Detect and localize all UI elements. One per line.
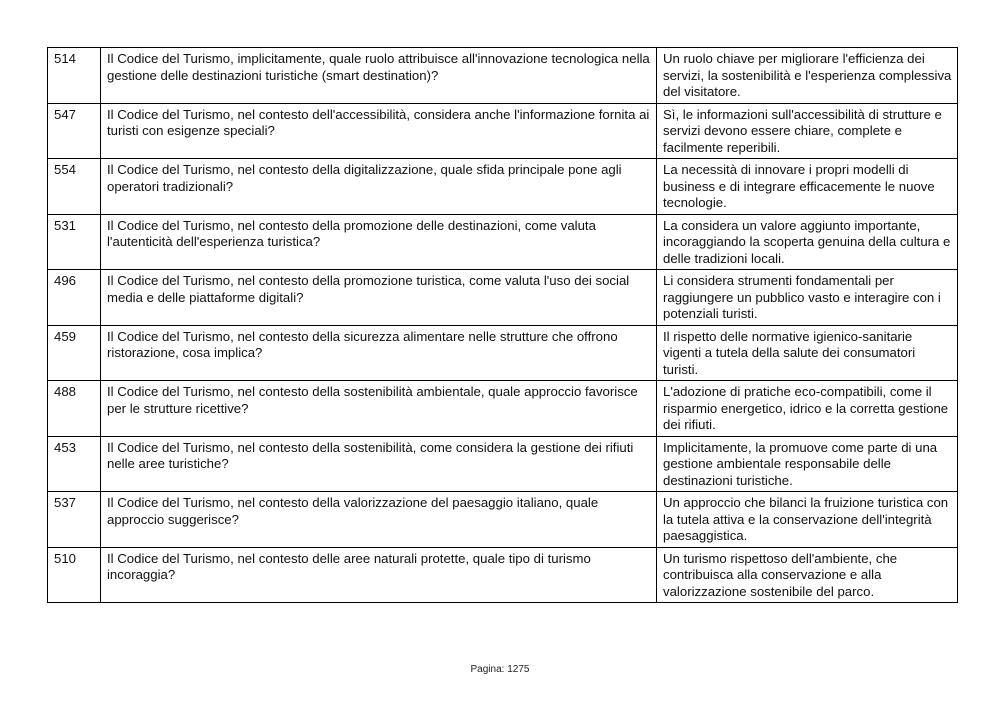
table-row xyxy=(48,547,958,603)
answer-text: La considera un valore aggiunto importante, incoraggiando la scoperta genuina della cultura e delle tradizioni locali. xyxy=(657,214,958,270)
page-number: Pagina: 1275 xyxy=(470,664,530,675)
table-row xyxy=(48,48,958,104)
question-text: Il Codice del Turismo, nel contesto della sicurezza alimentare nelle strutture che offrono ristorazione, cosa implica? xyxy=(101,325,657,381)
answer-text: Un turismo rispettoso dell'ambiente, che contribuisca alla conservazione e alla valorizzazione sostenibile del parco. xyxy=(657,547,958,603)
question-text: Il Codice del Turismo, nel contesto dell'accessibilità, considera anche l'informazione fornita ai turisti con esigenze speciali? xyxy=(101,103,657,159)
question-id: 453 xyxy=(48,436,101,492)
question-id: 459 xyxy=(48,325,101,381)
question-text: Il Codice del Turismo, implicitamente, quale ruolo attribuisce all'innovazione tecnologica nella gestione delle destinazioni turistiche (smart destination)? xyxy=(101,48,657,104)
table-row xyxy=(48,270,958,326)
question-text: Il Codice del Turismo, nel contesto delle aree naturali protette, quale tipo di turismo incoraggia? xyxy=(101,547,657,603)
table-row xyxy=(48,436,958,492)
table-row xyxy=(48,381,958,437)
question-id: 510 xyxy=(48,547,101,603)
question-id: 488 xyxy=(48,381,101,437)
table-row xyxy=(48,103,958,159)
question-id: 547 xyxy=(48,103,101,159)
question-id: 537 xyxy=(48,492,101,548)
question-id: 554 xyxy=(48,159,101,215)
question-text: Il Codice del Turismo, nel contesto della promozione delle destinazioni, come valuta l'autenticità dell'esperienza turistica? xyxy=(101,214,657,270)
question-id: 496 xyxy=(48,270,101,326)
table-row xyxy=(48,492,958,548)
table-row xyxy=(48,159,958,215)
question-id: 531 xyxy=(48,214,101,270)
qa-table-body xyxy=(48,48,958,603)
answer-text: La necessità di innovare i propri modelli di business e di integrare efficacemente le nuove tecnologie. xyxy=(657,159,958,215)
answer-text: Un ruolo chiave per migliorare l'efficienza dei servizi, la sostenibilità e l'esperienza complessiva del visitatore. xyxy=(657,48,958,104)
question-text: Il Codice del Turismo, nel contesto della sostenibilità ambientale, quale approccio favorisce per le strutture ricettive? xyxy=(101,381,657,437)
question-text: Il Codice del Turismo, nel contesto della digitalizzazione, quale sfida principale pone agli operatori tradizionali? xyxy=(101,159,657,215)
table-row xyxy=(48,325,958,381)
question-text: Il Codice del Turismo, nel contesto della sostenibilità, come considera la gestione dei rifiuti nelle aree turistiche? xyxy=(101,436,657,492)
answer-text: L'adozione di pratiche eco-compatibili, come il risparmio energetico, idrico e la corretta gestione dei rifiuti. xyxy=(657,381,958,437)
answer-text: Implicitamente, la promuove come parte di una gestione ambientale responsabile delle destinazioni turistiche. xyxy=(657,436,958,492)
answer-text: Li considera strumenti fondamentali per raggiungere un pubblico vasto e interagire con i potenziali turisti. xyxy=(657,270,958,326)
table-row xyxy=(48,214,958,270)
answer-text: Sì, le informazioni sull'accessibilità di strutture e servizi devono essere chiare, complete e facilmente reperibili. xyxy=(657,103,958,159)
question-text: Il Codice del Turismo, nel contesto della promozione turistica, come valuta l'uso dei social media e delle piattaforme digitali? xyxy=(101,270,657,326)
answer-text: Il rispetto delle normative igienico-sanitarie vigenti a tutela della salute dei consumatori turisti. xyxy=(657,325,958,381)
qa-table xyxy=(47,47,958,603)
answer-text: Un approccio che bilanci la fruizione turistica con la tutela attiva e la conservazione dell'integrità paesaggistica. xyxy=(657,492,958,548)
question-text: Il Codice del Turismo, nel contesto della valorizzazione del paesaggio italiano, quale approccio suggerisce? xyxy=(101,492,657,548)
question-id: 514 xyxy=(48,48,101,104)
